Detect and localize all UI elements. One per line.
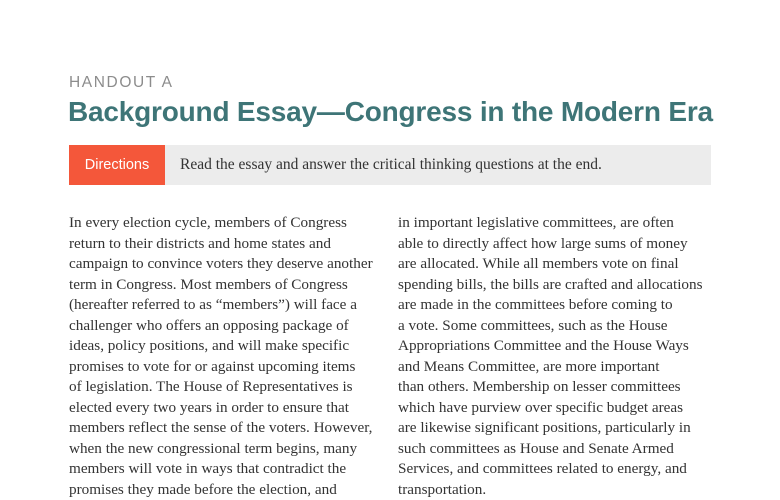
essay-column-right — [398, 213, 703, 500]
directions-text: Read the essay and answer the critical thinking questions at the end. — [180, 156, 602, 173]
essay-line: challenger who offers an opposing package of — [69, 316, 349, 334]
directions-bar — [69, 145, 711, 185]
essay-line: term in Congress. Most members of Congress — [69, 275, 348, 293]
essay-line: promises to vote for or against upcoming items — [69, 357, 356, 375]
essay-line: which have purview over specific budget areas — [398, 398, 684, 416]
essay-line: of legislation. The House of Representatives is — [69, 378, 353, 395]
essay-line: such committees as House and Senate Armed — [398, 439, 674, 457]
directions-badge: Directions — [69, 145, 165, 185]
essay-line: promises they made before the election, and — [69, 480, 337, 498]
essay-line: a vote. Some committees, such as the House — [398, 316, 668, 334]
essay-line: Services, and committees related to energy, and — [398, 460, 687, 477]
essay-line: In every election cycle, members of Congress — [69, 214, 347, 231]
essay-line: members will vote in ways that contradict the — [69, 460, 347, 477]
essay-column-left — [69, 213, 373, 500]
essay-line: able to directly affect how large sums of money — [398, 234, 688, 252]
essay-line: in important legislative committees, are often — [398, 214, 674, 231]
essay-line: when the new congressional term begins, many — [69, 439, 358, 457]
essay-line: (hereafter referred to as “members”) will face a — [69, 296, 357, 313]
essay-line: Appropriations Committee and the House Ways — [398, 337, 689, 354]
essay-line: members reflect the sense of the voters. However, — [69, 419, 373, 436]
essay-line: campaign to convince voters they deserve another — [69, 255, 373, 272]
essay-line: than others. Membership on lesser committees — [398, 378, 681, 395]
essay-line: ideas, policy positions, and will make specific — [69, 337, 350, 354]
essay-line: and Means Committee, are more important — [398, 357, 660, 375]
essay-line: transportation. — [398, 480, 487, 498]
essay-line: spending bills, the bills are crafted and allocations — [398, 275, 703, 293]
essay-line: are made in the committees before coming to — [398, 296, 673, 313]
page-title: Background Essay—Congress in the Modern Era — [68, 96, 713, 127]
essay-line: are allocated. While all members vote on final — [398, 255, 679, 272]
handout-label: HANDOUT A — [69, 74, 174, 91]
essay-line: return to their districts and home states and — [69, 234, 331, 252]
essay-line: are likewise significant positions, particularly in — [398, 419, 691, 436]
essay-line: elected every two years in order to ensure that — [69, 398, 350, 416]
